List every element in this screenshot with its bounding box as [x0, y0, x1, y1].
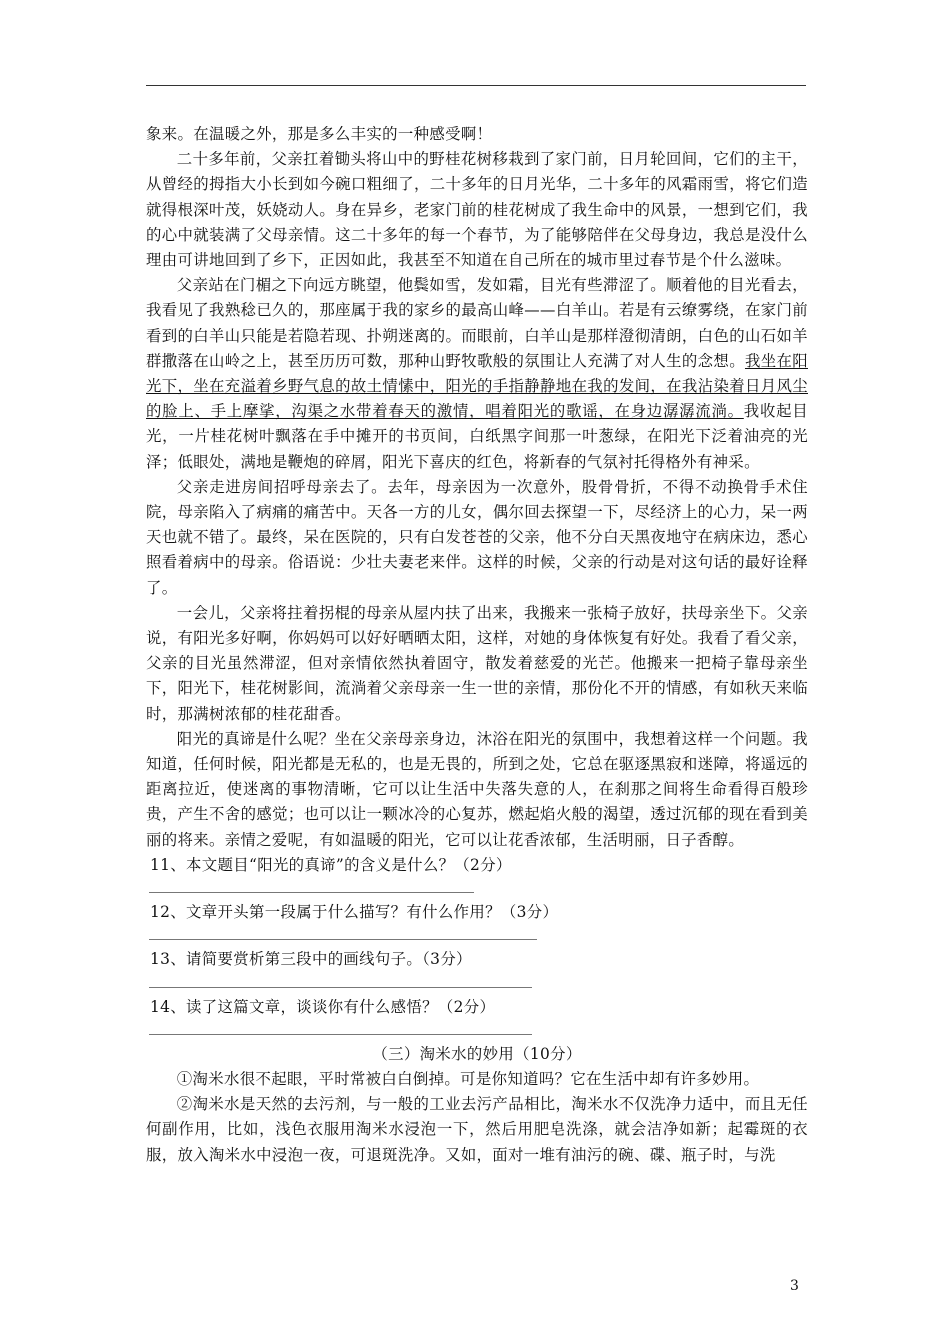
answer-line-11[interactable] [149, 892, 474, 893]
answer-line-12[interactable] [149, 939, 537, 940]
question-14: 14、读了这篇文章，谈谈你有什么感悟？（2分） [150, 997, 496, 1016]
page-number: 3 [790, 1278, 799, 1294]
paragraph-mother-illness: 父亲走进房间招呼母亲去了。去年，母亲因为一次意外，股骨骨折，不得不动换骨手术住院，母亲陷入了病痛的痛苦中。天各一方的儿女，偶尔回去探望一下，尽经济上的心力，呆一两天也就不错了。最终，呆在医院的，只有白发苍苍的父亲，他不分白天黑夜地守在病床边，悉心照看着病中的母亲。俗语说：少壮夫妻老来伴。这样的时候，父亲的行动是对这句话的最好诠释了。 [146, 477, 808, 597]
paragraph-father-gazing [146, 273, 808, 475]
underlined-sentence: 我坐在阳光下，坐在充溢着乡野气息的故土情愫中，阳光的手指静静地在我的发间，在我沾染着日月风尘的脸上、手上摩挲，沟渠之水带着春天的激情，唱着阳光的歌谣，在身边潺潺流淌。 [146, 351, 808, 421]
paragraph-text: 父亲站在门楣之下向远方眺望，他鬓如雪，发如霜，目光有些滞涩了。顺着他的目光看去，我看见了我熟稔已久的，那座属于我的家乡的最高山峰——白羊山。若是有云缭雾绕，在家门前看到的白羊山只能是若隐若现、扑朔迷离的。而眼前，白羊山是那样澄彻清朗，白色的山石如羊群撒落在山岭之上，甚至历历可数，那种山野牧歌般的氛围让人充满了对人生的念想。 [146, 276, 808, 370]
header-rule [146, 85, 806, 86]
paragraph-osmanthus: 二十多年前，父亲扛着锄头将山中的野桂花树移栽到了家门前，日月轮回间，它们的主干，从曾经的拇指大小长到如今碗口粗细了，二十多年的日月光华，二十多年的风霜雨雪，将它们造就得根深叶茂，妖娆动人。身在异乡，老家门前的桂花树成了我生命中的风景，一想到它们，我的心中就装满了父母亲情。这二十多年的每一个春节，为了能够陪伴在父母身边，我总是没什么理由可讲地回到了乡下，正因如此，我甚至不知道在自己所在的城市里过春节是个什么滋味。 [146, 150, 808, 270]
document-body [146, 122, 808, 1168]
answer-line-13[interactable] [149, 987, 532, 988]
section-title: （三）淘米水的妙用（10分） [372, 1044, 582, 1063]
paragraph-text: 我收起目光，一片桂花树叶飘落在手中摊开的书页间，白纸黑字间那一叶葱绿，在阳光下泛着油亮的光泽；低眼处，满地是鞭炮的碎屑，阳光下喜庆的红色，将新春的气氛衬托得格外有神采。 [146, 402, 808, 471]
paragraph-truth-of-sunlight: 阳光的真谛是什么呢？坐在父亲母亲身边，沐浴在阳光的氛围中，我想着这样一个问题。我知道，任何时候，阳光都是无私的，也是无畏的，所到之处，它总在驱逐黑寂和迷障，将遥远的距离拉近，使迷离的事物清晰，它可以让生活中失落失意的人，在刹那之间将生命看得百般珍贵，产生不舍的感觉；也可以让一颗冰冷的心复苏，燃起焰火般的渴望，透过沉郁的现在看到美丽的将来。亲情之爱呢，有如温暖的阳光，它可以让花香浓郁，生活明丽，日子香醇。 [146, 729, 808, 849]
question-13: 13、请简要赏析第三段中的画线句子。（3分） [150, 950, 472, 969]
answer-line-14[interactable] [149, 1034, 532, 1035]
question-11: 11、本文题目“阳光的真谛”的含义是什么？（2分） [150, 855, 512, 874]
paragraph-sunbathing: 一会儿，父亲将拄着拐棍的母亲从屋内扶了出来，我搬来一张椅子放好，扶母亲坐下。父亲说，有阳光多好啊，你妈妈可以好好晒晒太阳，这样，对她的身体恢复有好处。我看了看父亲，父亲的目光虽然滞涩，但对亲情依然执着固守，散发着慈爱的光芒。他搬来一把椅子靠母亲坐下，阳光下，桂花树影间，流淌着父亲母亲一生一世的亲情，那份化不开的情感，有如秋天来临时，那满树浓郁的桂花甜香。 [146, 603, 808, 723]
question-12: 12、文章开头第一段属于什么描写？有什么作用？（3分） [150, 903, 559, 922]
paragraph-rice-water-intro: ①淘米水很不起眼，平时常被白白倒掉。可是你知道吗？它在生活中却有许多妙用。 [176, 1069, 760, 1088]
paragraph-rice-water-cleaner: ②淘米水是天然的去污剂，与一般的工业去污产品相比，淘米水不仅洗净力适中，而且无任何副作用，比如，浅色衣服用淘米水浸泡一下，然后用肥皂洗涤，就会洁净如新；起霉斑的衣服，放入淘米水中浸泡一夜，可退斑洗净。又如，面对一堆有油污的碗、碟、瓶子时，与洗 [146, 1095, 808, 1164]
paragraph-continuation: 象来。在温暖之外，那是多么丰实的一种感受啊！ [146, 125, 493, 143]
